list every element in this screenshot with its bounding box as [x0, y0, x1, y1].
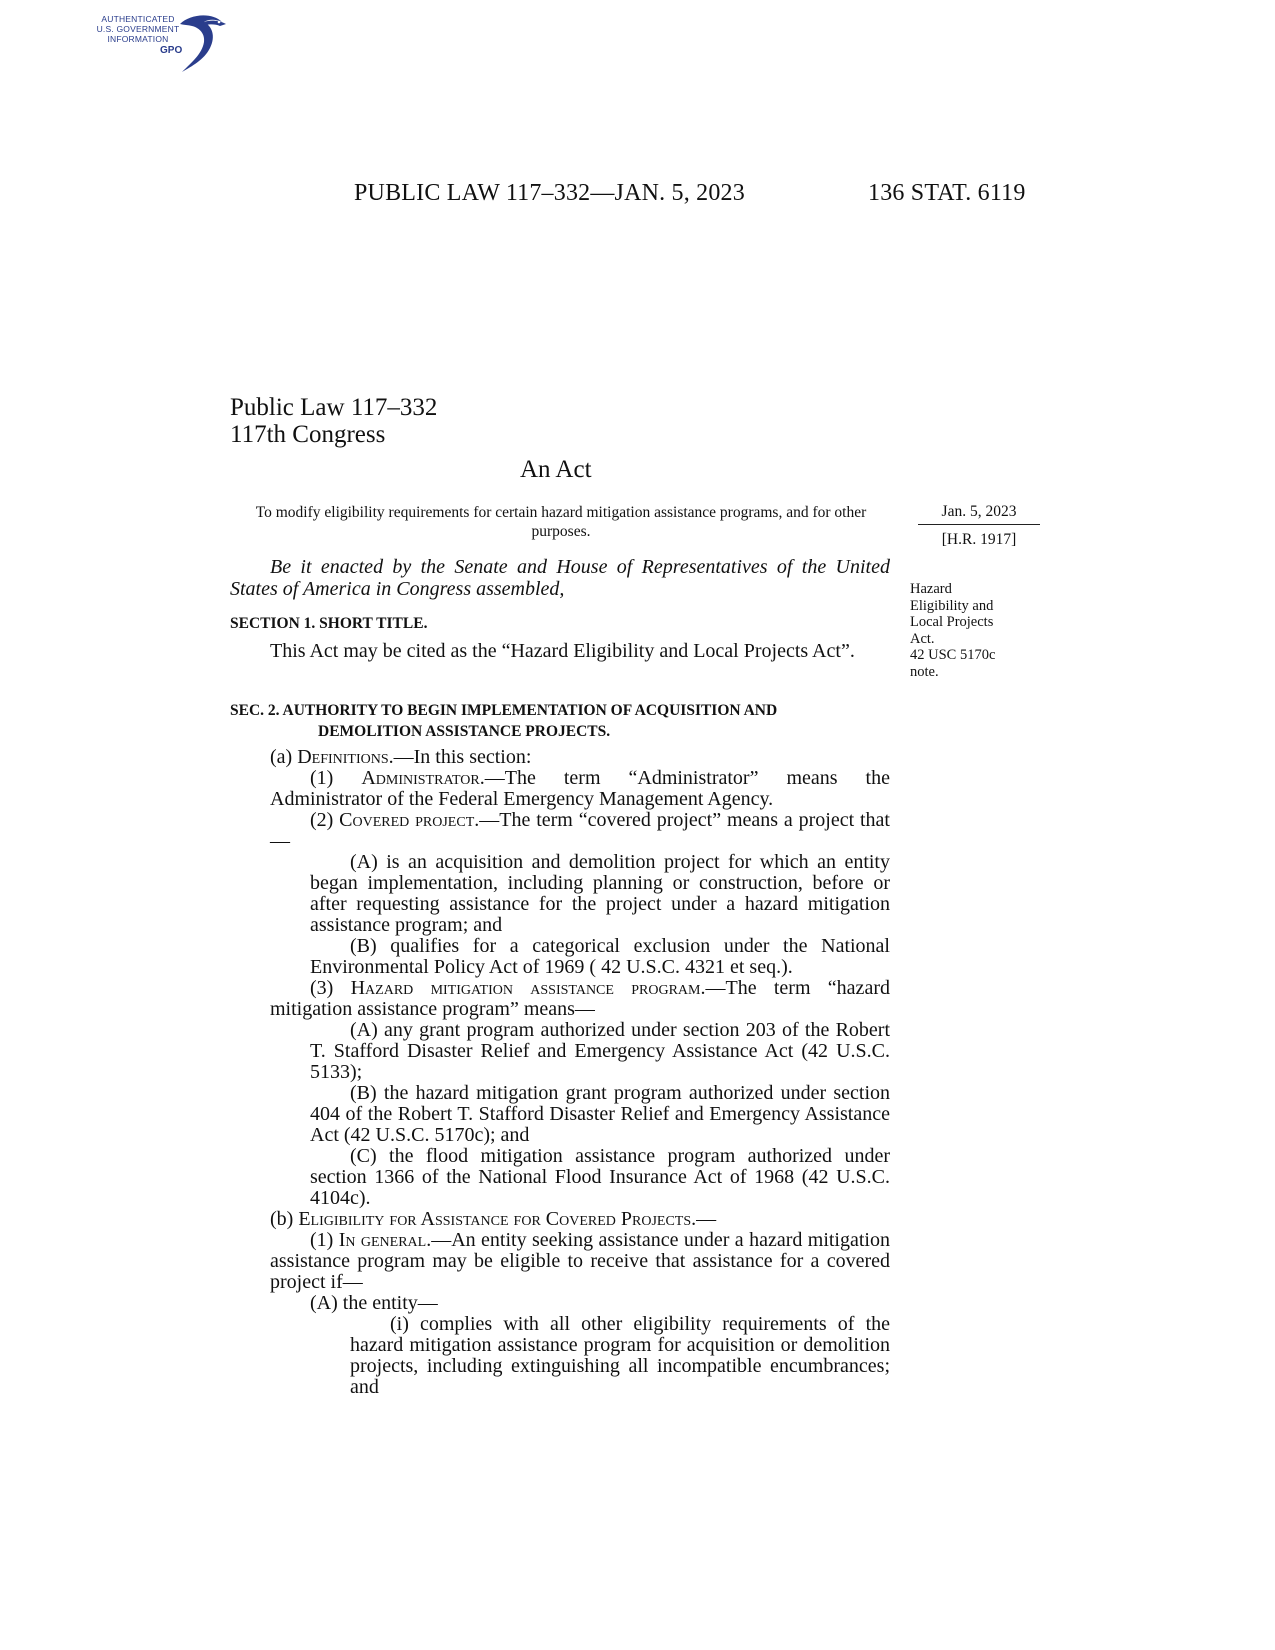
subparagraph-b1A: (A) the entity— — [310, 1292, 438, 1314]
clause-b1Ai: (i) complies with all other eligibility requirements of the hazard mitigation assistance program for acquisition or demolition projects, including extinguishing all incompatible encumbrances; and — [350, 1313, 890, 1398]
margin-note-line: Hazard — [910, 581, 952, 597]
seal-line-2: U.S. GOVERNMENT — [96, 24, 180, 34]
paragraph-label: (1) — [310, 767, 362, 789]
subparagraph-a3B: (B) the hazard mitigation grant program authorized under section 404 of the Robert T. Stafford Disaster Relief and Emergency Assistance Act (42 U.S.C. 5170c); and — [310, 1082, 890, 1146]
margin-note-line: Act. — [910, 630, 935, 647]
paragraph-text: .—The term “covered project” means a project that— — [270, 809, 890, 852]
law-title-block — [230, 394, 437, 448]
paragraph-heading: In general — [338, 1229, 427, 1251]
eagle-icon — [172, 10, 232, 76]
enacting-clause — [230, 556, 890, 600]
bill-number: [H.R. 1917] — [941, 531, 1017, 548]
section-2-heading-line-1: SEC. 2. AUTHORITY TO BEGIN IMPLEMENTATION OF ACQUISITION AND — [230, 702, 778, 719]
seal-line-3: INFORMATION — [107, 34, 169, 44]
act-purpose: To modify eligibility requirements for certain hazard mitigation assistance programs, and for other purposes. — [255, 504, 867, 540]
margin-note-line: Eligibility and — [910, 597, 994, 614]
subsection-heading: Definitions — [297, 746, 389, 768]
section-2-heading — [230, 700, 890, 742]
paragraph-text: .—The term “Administrator” means the Administrator of the Federal Emergency Management Agency. — [270, 767, 890, 810]
subsection-a — [230, 747, 890, 768]
paragraph-heading: Administrator — [361, 767, 480, 789]
subparagraph-a2B: (B) qualifies for a categorical exclusion under the National Environmental Policy Act of 1969 ( 42 U.S.C. 4321 et seq.). — [310, 935, 890, 978]
paragraph-b1 — [230, 1230, 890, 1293]
seal-line-1: AUTHENTICATED — [101, 14, 175, 24]
seal-text — [92, 14, 184, 44]
section-2-body — [230, 747, 890, 1398]
enacting-clause-text: Be it enacted by the Senate and House of Representatives of the United States of America in Congress assembled, — [230, 556, 890, 600]
subsection-heading: Eligibility for Assistance for Covered Projects — [298, 1208, 692, 1230]
subsection-text: .—In this section: — [388, 746, 532, 768]
subparagraph-a2A: (A) is an acquisition and demolition project for which an entity began implementation, including planning or construction, before or after requesting assistance for the project under a hazard mitigation assistance program; and — [310, 851, 890, 936]
paragraph-label: (2) — [310, 809, 340, 831]
subparagraph-a3C: (C) the flood mitigation assistance program authorized under section 1366 of the National Flood Insurance Act of 1968 (42 U.S.C. 4104c). — [310, 1145, 890, 1209]
act-title: An Act — [520, 456, 592, 483]
date-block — [918, 503, 1040, 549]
paragraph-text: .—The term “hazard mitigation assistance program” means— — [270, 977, 890, 1020]
section-2-heading-line-2: DEMOLITION ASSISTANCE PROJECTS. — [318, 723, 611, 740]
seal-gpo-mark: GPO — [160, 45, 183, 56]
paragraph-a2 — [230, 810, 890, 852]
paragraph-a1 — [230, 768, 890, 810]
paragraph-heading: Hazard mitigation assistance program — [350, 977, 701, 999]
paragraph-label: (1) — [310, 1229, 339, 1251]
section-1-heading: SECTION 1. SHORT TITLE. — [230, 615, 428, 632]
paragraph-label: (3) — [310, 977, 351, 999]
gpo-authentication-seal — [92, 10, 232, 76]
running-head-page: 136 STAT. 6119 — [868, 180, 1026, 206]
margin-note-line: 42 USC 5170c — [910, 647, 996, 663]
public-law-number: Public Law 117–332 — [230, 394, 438, 421]
subsection-text: .— — [691, 1208, 717, 1230]
subsection-b — [230, 1209, 890, 1230]
margin-note-line: note. — [910, 663, 939, 680]
margin-note-line: Local Projects — [910, 614, 994, 630]
enactment-date: Jan. 5, 2023 — [918, 503, 1040, 525]
margin-note — [910, 581, 1040, 680]
section-1-body — [230, 641, 890, 662]
paragraph-text: .—An entity seeking assistance under a hazard mitigation assistance program may be eligible to receive that assistance for a covered project if— — [270, 1229, 890, 1293]
running-head-title: PUBLIC LAW 117–332—JAN. 5, 2023 — [354, 180, 745, 206]
subsection-label: (b) — [270, 1208, 299, 1230]
section-1-text: This Act may be cited as the “Hazard Eligibility and Local Projects Act”. — [270, 640, 855, 662]
subsection-label: (a) — [270, 746, 298, 768]
paragraph-heading: Covered project — [339, 809, 475, 831]
subparagraph-a3A: (A) any grant program authorized under section 203 of the Robert T. Stafford Disaster Relief and Emergency Assistance Act (42 U.S.C. 5133); — [310, 1019, 890, 1083]
paragraph-a3 — [230, 978, 890, 1020]
congress-number: 117th Congress — [230, 421, 386, 448]
